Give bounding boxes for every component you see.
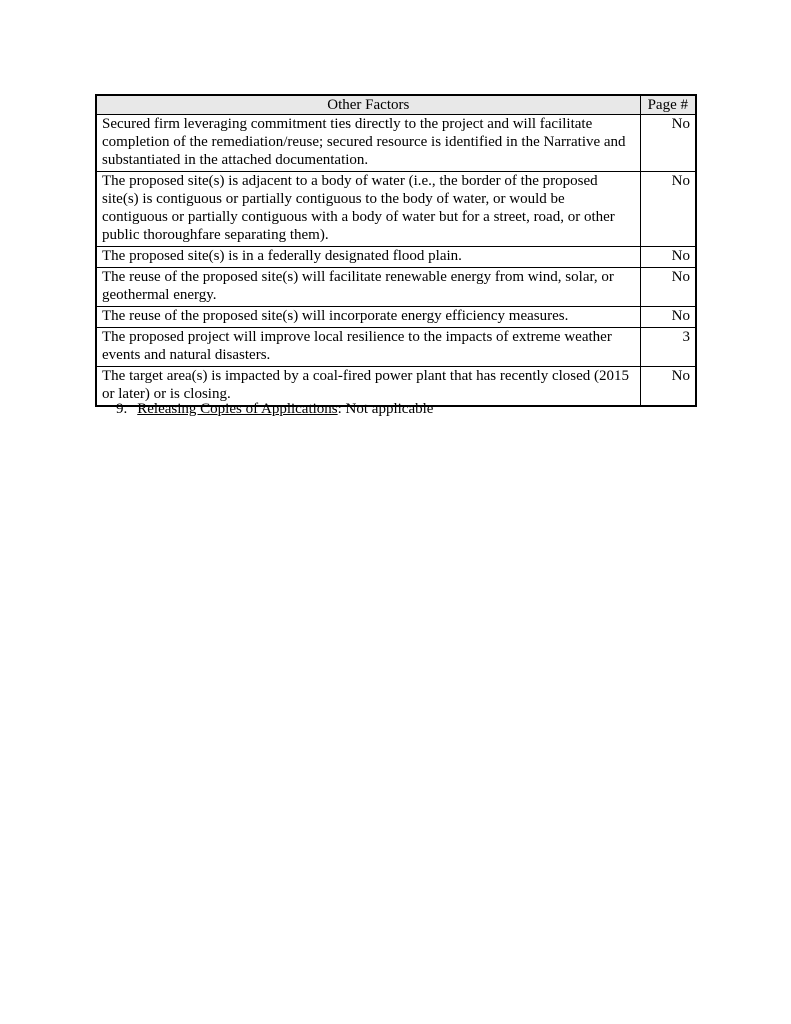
page-value: No (640, 367, 696, 407)
list-item-heading: Releasing Copies of Applications (137, 401, 338, 417)
page-value: 3 (640, 328, 696, 367)
factor-text: The proposed site(s) is adjacent to a body of water (i.e., the border of the proposed site(s) is contiguous or partially contiguous to the body of water, or would be contiguous or partially contiguous with a body of water but for a street, road, or other public thoroughfare separating them). (96, 172, 640, 247)
factor-text: Secured firm leveraging commitment ties directly to the project and will facilitate completion of the remediation/reuse; secured resource is identified in the Narrative and substantiated in the attached documentation. (96, 115, 640, 172)
numbered-list-item-9 (116, 400, 433, 419)
page-value: No (640, 172, 696, 247)
factor-text: The reuse of the proposed site(s) will facilitate renewable energy from wind, solar, or geothermal energy. (96, 268, 640, 307)
page-value: No (640, 268, 696, 307)
column-header-other-factors: Other Factors (96, 95, 640, 115)
other-factors-table (95, 94, 697, 407)
list-item-value: : Not applicable (337, 401, 434, 417)
factor-text: The proposed site(s) is in a federally designated flood plain. (96, 247, 640, 268)
table-row (96, 268, 696, 307)
factor-text: The reuse of the proposed site(s) will incorporate energy efficiency measures. (96, 307, 640, 328)
table-row (96, 307, 696, 328)
table-row (96, 328, 696, 367)
table-row (96, 172, 696, 247)
table-row (96, 247, 696, 268)
table-row (96, 115, 696, 172)
table-header-row (96, 95, 696, 115)
column-header-page-number: Page # (640, 95, 696, 115)
page-value: No (640, 247, 696, 268)
factor-text: The target area(s) is impacted by a coal-fired power plant that has recently closed (2015 or later) or is closing. (96, 367, 640, 407)
page-value: No (640, 307, 696, 328)
factor-text: The proposed project will improve local resilience to the impacts of extreme weather events and natural disasters. (96, 328, 640, 367)
list-item-number: 9. (116, 401, 128, 417)
page-value: No (640, 115, 696, 172)
